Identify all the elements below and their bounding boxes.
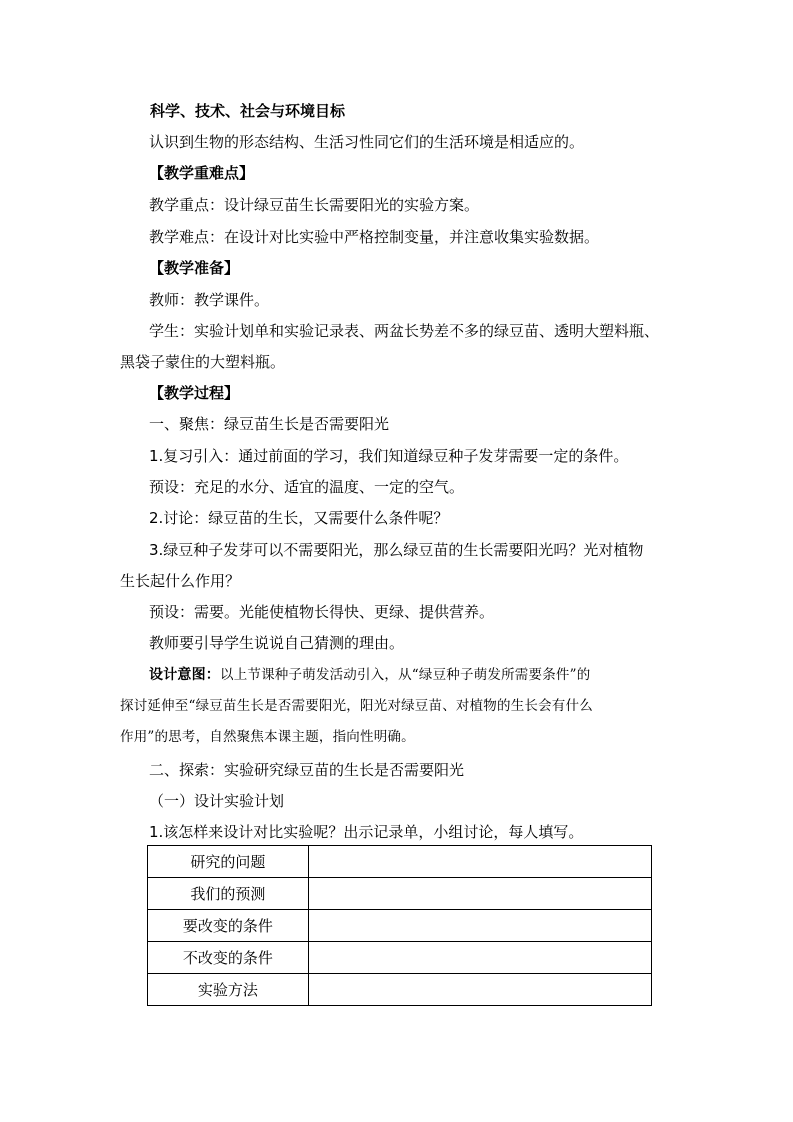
row-label: 实验方法 [148, 974, 309, 1006]
experiment-plan-table [147, 845, 652, 1006]
design-intent-line-1 [0, 665, 793, 685]
row-value-cell[interactable] [308, 974, 651, 1006]
item-1: 1.复习引入：通过前面的学习，我们知道绿豆种子发芽需要一定的条件。 [149, 447, 629, 465]
prep-heading: 【教学准备】 [149, 259, 240, 277]
row-label: 不改变的条件 [148, 942, 309, 974]
key-heading: 【教学重难点】 [149, 164, 255, 182]
sub1-title: （一）设计实验计划 [149, 792, 285, 810]
row-value-cell[interactable] [308, 942, 651, 974]
row-value-cell[interactable] [308, 878, 651, 910]
prep-student-line-1: 学生：实验计划单和实验记录表、两盆长势差不多的绿豆苗、透明大塑料瓶、 [149, 322, 660, 340]
goal-text: 认识到生物的形态结构、生活习性同它们的生活环境是相适应的。 [149, 133, 585, 151]
row-label: 研究的问题 [148, 846, 309, 878]
preset-2: 预设：需要。光能使植物长得快、更绿、提供营养。 [149, 603, 495, 621]
design-intent-line-3: 作用”的思考，自然聚焦本课主题，指向性明确。 [120, 729, 415, 745]
design-intent-text-1: 以上节课种子萌发活动引入，从“绿豆种子萌发所需要条件”的 [220, 667, 591, 683]
section2-title: 二、探索：实验研究绿豆苗的生长是否需要阳光 [149, 761, 465, 779]
item-3-line-2: 生长起什么作用？ [120, 572, 241, 590]
table-row [148, 974, 652, 1006]
teacher-note: 教师要引导学生说说自己猜测的理由。 [149, 634, 405, 652]
item-4: 1.该怎样来设计对比实验呢？出示记录单，小组讨论，每人填写。 [149, 823, 584, 841]
item-3-line-1: 3.绿豆种子发芽可以不需要阳光，那么绿豆苗的生长需要阳光吗？光对植物 [149, 541, 644, 559]
table-row [148, 878, 652, 910]
table-row [148, 942, 652, 974]
prep-teacher: 教师：教学课件。 [149, 291, 270, 309]
design-intent-line-2: 探讨延伸至“绿豆苗生长是否需要阳光，阳光对绿豆苗、对植物的生长会有什么 [120, 698, 593, 714]
goal-heading: 科学、技术、社会与环境目标 [150, 102, 346, 120]
section1-title: 一、聚焦：绿豆苗生长是否需要阳光 [149, 415, 390, 433]
table-row [148, 910, 652, 942]
prep-student-line-2: 黑袋子蒙住的大塑料瓶。 [120, 353, 286, 371]
preset-1: 预设：充足的水分、适宜的温度、一定的空气。 [149, 478, 465, 496]
process-heading: 【教学过程】 [149, 384, 240, 402]
key-point: 教学重点：设计绿豆苗生长需要阳光的实验方案。 [149, 196, 480, 214]
row-value-cell[interactable] [308, 846, 651, 878]
row-value-cell[interactable] [308, 910, 651, 942]
difficult-point: 教学难点：在设计对比实验中严格控制变量，并注意收集实验数据。 [149, 228, 600, 246]
row-label: 我们的预测 [148, 878, 309, 910]
item-2: 2.讨论：绿豆苗的生长，又需要什么条件呢？ [149, 509, 449, 527]
table-row [148, 846, 652, 878]
row-label: 要改变的条件 [148, 910, 309, 942]
design-intent-label: 设计意图： [149, 667, 220, 683]
